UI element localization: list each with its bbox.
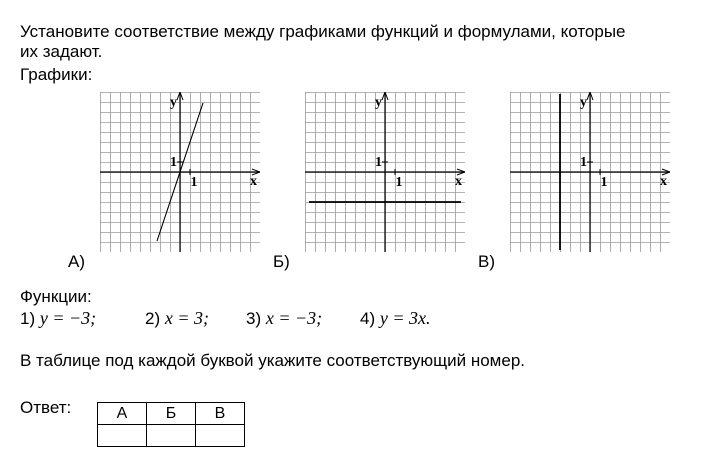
x-axis-label: x [455,174,462,189]
y-axis-label: y [375,95,382,110]
x-axis-label: x [250,174,257,189]
function-option-4 [360,308,430,329]
function-option-1 [20,308,96,329]
answer-header-b: Б [147,403,196,425]
function-option-number: 4) [360,309,376,328]
function-option-number: 3) [246,309,262,328]
answer-label: Ответ: [20,398,72,417]
graphs-heading: Графики: [20,65,93,84]
y-unit-label: 1 [375,155,382,170]
graph-a-letter: А) [68,252,85,271]
y-unit-label: 1 [170,155,177,170]
x-unit-label: 1 [600,175,608,190]
answer-cell-b[interactable] [147,425,196,447]
answer-cell-c[interactable] [196,425,245,447]
function-option-number: 1) [20,309,36,328]
instruction-text: В таблице под каждой буквой укажите соответствующий номер. [20,351,526,370]
y-unit-label: 1 [580,155,587,170]
graph-c-letter: В) [478,252,495,271]
function-option-formula: y = 3x. [379,308,431,328]
x-axis-label: x [660,174,667,189]
y-axis-label: y [170,95,177,110]
functions-heading: Функции: [20,287,92,306]
function-option-3 [246,308,322,329]
answer-header-row [98,403,245,425]
function-option-2 [145,308,209,329]
function-option-formula: x = −3; [265,308,323,328]
function-option-number: 2) [145,309,161,328]
graph-b-letter: Б) [273,252,290,271]
graph-b [305,92,465,252]
function-option-formula: x = 3; [164,308,209,328]
answer-table [97,402,245,447]
answer-header-c: В [196,403,245,425]
task-text-line-2: их задают. [20,42,103,61]
graph-c [510,92,670,252]
y-axis-label: y [580,95,587,110]
x-unit-label: 1 [190,175,198,190]
answer-cell-a[interactable] [98,425,147,447]
x-unit-label: 1 [395,175,403,190]
task-text-line-1: Установите соответствие между графиками функций и формулами, которые [20,22,626,41]
answer-input-row [98,425,245,447]
answer-header-a: А [98,403,147,425]
function-option-formula: y = −3; [39,308,97,328]
graph-a [100,92,260,252]
